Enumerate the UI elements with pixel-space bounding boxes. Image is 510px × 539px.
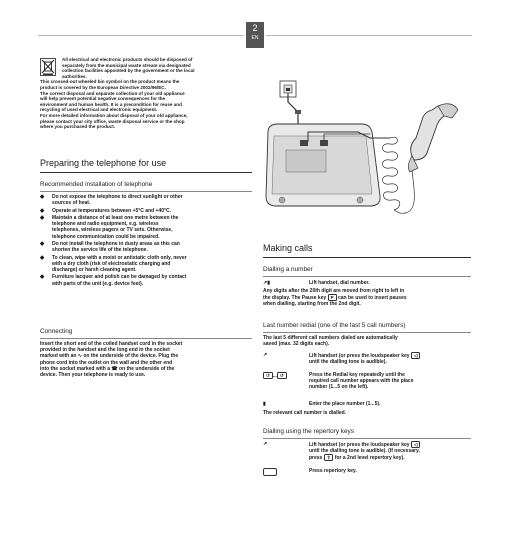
lnr-step-line	[309, 352, 473, 359]
recommended-title-rule	[40, 191, 252, 192]
repertory-step-text: Lift handset (or press the loudspeaker key	[309, 442, 410, 448]
telephone-base	[266, 124, 380, 206]
dialling-line-part: can be used to insert pauses	[338, 295, 407, 302]
recycling-line-1: All electrical and electronic products should be disposed of	[62, 57, 193, 62]
lnr-after: The relevant call number is dialled.	[263, 410, 347, 416]
lnr-step-redial	[263, 372, 473, 391]
recommendation-line: telephone communication could be impaired.	[52, 233, 160, 240]
recycling-line-9: environment and human health. It is a precondition for reuse and	[40, 101, 182, 107]
recycling-line-13: where you purchased the product.	[40, 124, 116, 130]
repertory-title: Dialling using the repertory keys	[263, 428, 354, 435]
recommendation-line: shorten the service life of the telephone.	[52, 247, 148, 254]
repertory-step-line: Press repertory key.	[309, 468, 357, 474]
lnr-line: saved (max. 32 digits each).	[263, 341, 330, 348]
recommendation-item	[40, 274, 254, 286]
lnr-step-lift	[263, 352, 473, 365]
loudspeaker-key-icon: ◁	[411, 441, 420, 448]
recommendation-list	[40, 194, 254, 288]
recycling-line-8: will help prevent potential negative consequences for the	[40, 96, 166, 102]
dialling-step	[263, 280, 473, 286]
connecting-line: device. Then your telephone is ready to use.	[40, 372, 146, 379]
repertory-key-icon	[263, 468, 277, 476]
handset-lift-icon: ↗▮	[263, 280, 270, 286]
dialling-title: Dialling a number	[263, 266, 313, 273]
recommendation-item	[40, 255, 254, 274]
connecting-line: into the socket marked with a ☎ on the underside of the	[40, 365, 175, 372]
lnr-step-text: Lift handset (or press the loudspeaker key	[309, 353, 410, 359]
dialling-key-text: Lift handset, dial number.	[309, 280, 370, 286]
handset-lift-icon: ↗	[263, 352, 268, 358]
lnr-line: The last 5 different call numbers dialed are automatically	[263, 335, 398, 341]
lnr-text	[263, 335, 473, 347]
repertory-step-press	[263, 468, 473, 474]
lnr-step-place	[263, 401, 473, 407]
keypad-icon: ▮	[263, 401, 266, 407]
repertory-step-text: for a 2nd level repertory key).	[334, 455, 405, 462]
recycling-line-2: separately from the municipal waste stream via designated	[62, 62, 191, 68]
recommendation-line: ◆ Do not install the telephone in dusty areas as this can	[52, 240, 180, 247]
recommendation-item	[40, 215, 254, 240]
telephone-illustration	[262, 76, 472, 226]
recommendation-line: sources of heat.	[52, 200, 91, 207]
repertory-step-line	[309, 441, 473, 448]
recommendation-line: ◆ Maintain a distance of at least one metre between the	[52, 214, 179, 221]
dialling-text	[263, 288, 473, 308]
preparing-title: Preparing the telephone for use	[40, 158, 167, 168]
lnr-step-line: Enter the place number (1...5).	[309, 401, 381, 407]
repertory-step-line	[309, 454, 473, 461]
connecting-line: phone cord into the outlet on the wall and the other end	[40, 359, 173, 366]
recommendation-line: telephones, wireless pagers or TV sets. Otherwise,	[52, 227, 173, 234]
dialling-line: Any digits after the 20th digit are moved from right to left in	[263, 288, 405, 294]
page-language: EN	[251, 35, 259, 41]
recommendation-line: with a dry cloth (risk of electrostatic charging and	[52, 260, 171, 267]
recommendation-line: telephone and radio equipment, e.g. wireless	[52, 221, 159, 228]
page-number-box	[246, 22, 264, 48]
recommendation-item	[40, 194, 254, 206]
top-rule-left	[38, 35, 244, 36]
dialling-line: when dialling, starting from the 2nd digit.	[263, 301, 361, 308]
recycling-line-4: authorities.	[62, 73, 87, 79]
making-calls-title: Making calls	[263, 243, 313, 253]
recycling-line-3: collection facilities appointed by the government or the local	[62, 68, 195, 74]
dialling-title-rule	[263, 276, 471, 277]
page-number: 2	[252, 23, 258, 33]
preparing-title-rule	[40, 172, 252, 173]
recommended-installation-title: Recommended installation of telephone	[40, 181, 153, 188]
recommendation-line: with parts of the unit (e.g. device feet).	[52, 280, 144, 287]
lnr-step-line: number (1...5 on the left).	[309, 384, 369, 391]
connecting-text	[40, 341, 254, 378]
coiled-cord	[383, 137, 415, 213]
recycling-line-12: please contact your city office, waste disposal service or the shop	[40, 118, 185, 124]
redial-key-icon: ↺ ... ↺	[263, 372, 287, 379]
repertory-step-line: until the dialling tone is audible). (If necessary,	[309, 448, 420, 455]
last-number-redial-title: Last number redial (one of the last 5 call numbers)	[263, 322, 406, 329]
recommendation-line: discharge) or harsh cleaning agent.	[52, 266, 137, 273]
recycling-line-5: This crossed-out wheeled bin symbol on the product means the	[40, 79, 180, 85]
recycling-line-11: For more detailed information about disposal of your old appliance,	[40, 112, 188, 118]
recommendation-line: ◆ Do not expose the telephone to direct sunlight or other	[52, 194, 183, 200]
recommendation-item	[40, 208, 254, 214]
recommendation-item	[40, 241, 254, 253]
recycling-line-7: The correct disposal and separate collection of your old appliance	[40, 90, 185, 96]
lnr-step-line: until the dialling tone is audible).	[309, 359, 387, 366]
shift-key-icon: ⇧	[324, 454, 334, 461]
connecting-line: Insert the short end of the coiled handset cord in the socket	[40, 341, 183, 347]
handset	[408, 104, 458, 172]
connecting-line: marked with an ∿ on the underside of the device. Plug the	[40, 353, 179, 360]
recycling-line-10: recycling of used electrical and electronic equipment.	[40, 107, 158, 113]
lnr-step-line: required call number appears with the place	[309, 378, 414, 385]
repertory-step-text: press	[309, 455, 323, 462]
recommendation-line: ◆ Furniture lacquer and polish can be damaged by contact	[52, 274, 187, 281]
lnr-title-rule	[263, 332, 471, 333]
connecting-line: provided in the handset and the long end in the socket	[40, 347, 170, 354]
making-calls-title-rule	[263, 257, 471, 258]
recommendation-line: ◆ To clean, wipe with a moist or antistatic cloth only, never	[52, 254, 187, 261]
handset-lift-icon: ↗	[263, 441, 268, 447]
repertory-title-rule	[263, 438, 471, 439]
lnr-step-line: Press the Redial key repeatedly until the	[309, 372, 405, 378]
recycling-notice	[40, 57, 252, 130]
repertory-step-lift	[263, 441, 473, 462]
pause-key-icon: P	[328, 294, 337, 301]
recommendation-line: ◆ Operate at temperatures between +5°C and +40°C.	[52, 207, 172, 214]
dialling-line	[263, 294, 473, 301]
connecting-title: Connecting	[40, 328, 73, 335]
connecting-title-rule	[40, 338, 252, 339]
dialling-line-part: the display. The Pause key	[263, 295, 327, 302]
loudspeaker-key-icon: ◁	[411, 352, 420, 359]
top-rule-right	[266, 35, 472, 36]
recycling-line-6: product is covered by the European Directive 2002/96/EC.	[40, 84, 166, 90]
